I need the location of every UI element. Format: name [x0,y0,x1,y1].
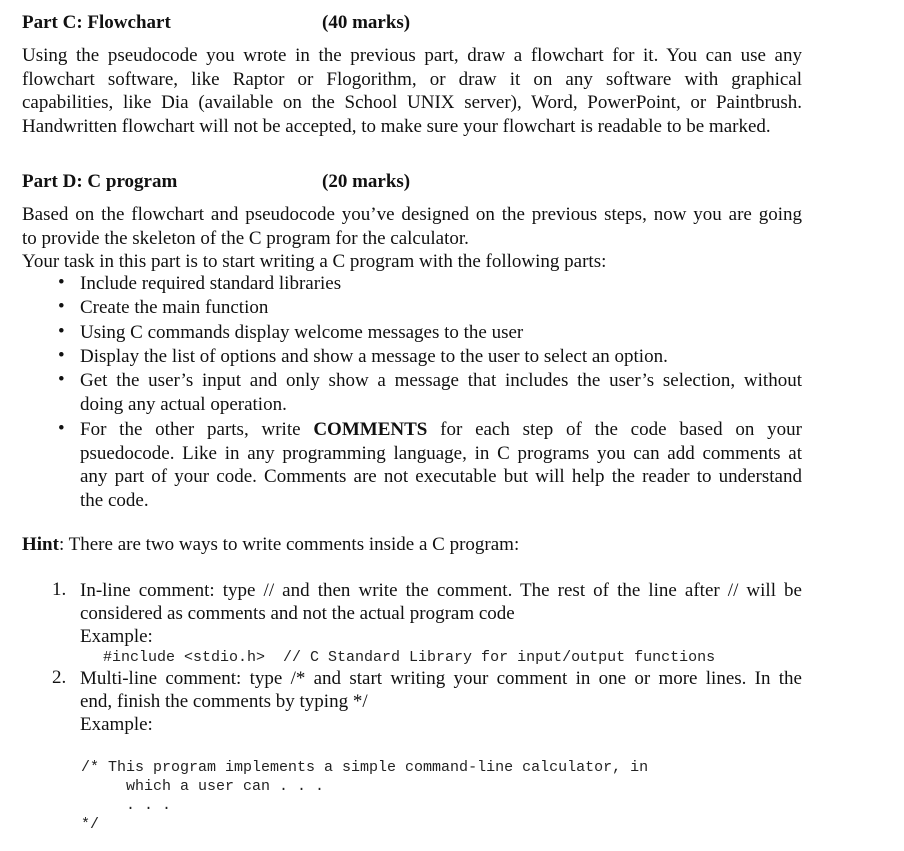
bullet-line: any part of your code. Comments are not executable but will help the reader to understand [80,466,802,487]
code-example-multiline-2: which a user can . . . [81,778,325,795]
part-c-line: Using the pseudocode you wrote in the previous part, draw a flowchart for it. You can use any [22,45,802,66]
part-c-line: capabilities, like Dia (available on the School UNIX server), Word, PowerPoint, or Paintbrush. [22,92,802,113]
bullet-line: doing any actual operation. [80,393,287,415]
part-c-line: Handwritten flowchart will not be accepted, to make sure your flowchart is readable to be marked. [22,115,771,137]
comments-emphasis: COMMENTS [313,419,428,440]
item-text [80,667,802,736]
bullet-dot: • [58,418,65,439]
bullet-text [80,272,802,296]
bullet-line: the code. [80,489,149,511]
bullet-text [80,369,802,416]
part-d-title: Part D: C program [22,171,178,192]
part-c-heading [22,12,411,34]
bullet-text-pre: For the other parts, write [80,419,314,440]
bullet-line: Create the main function [80,297,269,318]
hint-line [22,534,519,556]
bullet-line: Include required standard libraries [80,273,342,294]
item-line: Multi-line comment: type /* and start writing your comment in one or more lines. In the [80,668,802,689]
bullet-dot: • [58,321,65,342]
code-example-inline: #include <stdio.h> // C Standard Library for input/output functions [103,649,716,666]
code-example-multiline-1: /* This program implements a simple command-line calculator, in [81,759,649,776]
bullet-dot: • [58,345,65,366]
item-line: end, finish the comments by typing */ [80,691,368,712]
part-d-intro-line: Based on the flowchart and pseudocode you’ve designed on the previous steps, now you are going [22,204,802,225]
item-line: In-line comment: type // and then write the comment. The rest of the line after // will be [80,580,802,601]
part-c-marks: (40 marks) [322,12,411,33]
item-line: considered as comments and not the actual program code [80,603,515,624]
bullet-line: Display the list of options and show a message to the user to select an option. [80,346,668,367]
bullet-text [80,296,802,320]
bullet-line: Using C commands display welcome messages to the user [80,322,524,343]
part-c-line: flowchart software, like Raptor or Flogorithm, or draw it on any software with graphical [22,68,802,90]
item-number: 1. [52,579,67,600]
bullet-dot: • [58,369,65,390]
code-example-multiline-4: */ [81,816,100,833]
item-text [80,579,802,648]
bullet-dot: • [58,272,65,293]
bullet-text [80,321,802,345]
part-d-intro-line: Your task in this part is to start writing a C program with the following parts: [22,251,607,272]
part-c-paragraph [22,44,802,138]
item-number: 2. [52,667,67,688]
part-d-marks: (20 marks) [322,171,411,192]
bullet-line [80,418,802,442]
bullet-line: Get the user’s input and only show a message that includes the user’s selection, without [80,370,802,391]
part-d-intro [22,203,802,274]
bullet-line: psuedocode. Like in any programming language, in C programs you can add comments at [80,442,802,464]
hint-label: Hint [22,534,59,555]
bullet-dot: • [58,296,65,317]
bullet-text-post: for each step of the code based on your [427,419,802,440]
code-example-multiline-3: . . . [81,797,172,814]
part-d-heading [22,171,411,193]
item-line: Example: [80,626,153,647]
hint-text: : There are two ways to write comments inside a C program: [58,534,520,555]
bullet-text [80,345,802,369]
bullet-text [80,418,802,512]
part-d-intro-line: to provide the skeleton of the C program for the calculator. [22,227,469,249]
item-line: Example: [80,714,153,735]
part-c-title: Part C: Flowchart [22,12,171,33]
